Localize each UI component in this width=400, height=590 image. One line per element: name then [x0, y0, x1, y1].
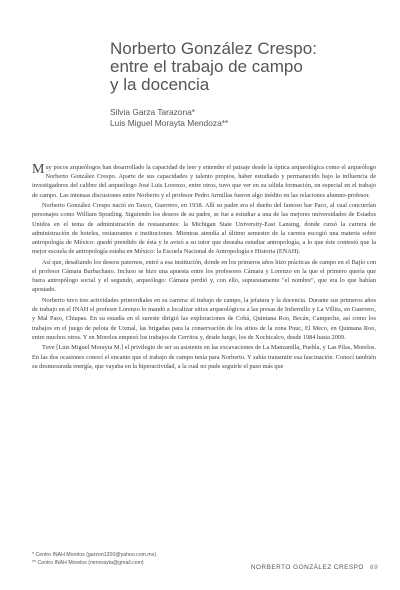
paragraph-5: Tuve [Luis Miguel Morayta M.] el privilegio de ser su asistente en las excavaciones de La Manzanilla, Puebla, y Las Pilas, Morelos. En las dos ocasiones conocí el encanto que el trabajo de campo tenía para Norberto. Y sabía transmitir esa fascinación. Conocí también su desmesurada energía, que vayaba en la hiperactividad, a la cual no pude seguirle el paso más que — [32, 344, 376, 370]
author-1: Silvia Garza Tarazona* — [110, 107, 196, 117]
footnote-2: ** Centro INAH Morelos (mmorayta@gmail.com) — [32, 560, 144, 566]
author-list — [110, 107, 390, 129]
author-2: Luis Miguel Morayta Mendoza** — [110, 118, 229, 128]
footnotes — [32, 551, 282, 567]
page-number: 69 — [369, 564, 378, 571]
paragraph-3: Así que, desafiando los deseos paternos, entró a esa institución, donde en los primeros años hizo prácticas de campo en el Bajío con el profesor Cámara Barbachano. Incluso se hizo una apuesta entre los profesores Cámara y Lorenzo en la que el primero quería que fuera antropólogo social y el segundo, arqueólogo: Cámara perdió y, con ello, supuestamente "el nombre", que era lo que habían apostado. — [32, 258, 376, 294]
paragraph-1 — [32, 163, 376, 200]
article-body — [32, 163, 376, 372]
title-line-2: entre el trabajo de campo — [110, 57, 303, 76]
drop-cap: M — [32, 162, 45, 177]
title-line-1: Norberto González Crespo: — [110, 39, 317, 58]
paragraph-4: Norberto tuvo tres actividades primordiales en su carrera: el trabajo de campo, la jefatura y la docencia. Durante sus primeros años de trabajo en el INAH el profesor Lorenzo lo mandó a localizar sitios arqueológicos a las presas de Infiernillo y La Villita, en Guerrero, y Mal Paso, Chiapas. En su estadía en el sureste dirigió las exploraciones de Cobá, Quintana Roo, Becán, Campeche, así como los trabajos en el juego de pelota de Uxmal, las brigadas para la conservación de los sitios de la zona Puuc, El Meco, en Quintana Roo, entre muchos otros. Y en Morelos empezó los trabajos de Cerritos y, desde luego, los de Xochicalco, desde 1984 hasta 2009. — [32, 297, 376, 341]
paragraph-2: Norberto González Crespo nació en Taxco, Guerrero, en 1938. Allí su padre era el dueño del famoso bar Paco, al cual concurrían personajes como William Spratling. Siguiendo los deseos de su padre, se fue a estudiar a una de las mejores universidades de Estados Unidos en el tema de administración de restaurantes: la Michigan State University-East Lansing, donde cursó la carrera de administración de hoteles, restaurantes e instituciones. Mientras atendía al último semestre de la carrera escogió una materia sobre antropología de México: quedó prendido de ésta y le avisó a su tutor que deseaba estudiar antropología, a lo que éste contestó que la mejor escuela de antropología estaba en México: la Escuela Nacional de Antropología e Historia (ENAH). — [32, 202, 376, 256]
paragraph-1-text: uy pocos arqueólogos han desarrollado la capacidad de leer y entender el paisaje desde la óptica arqueológica como el arqueólogo Norberto González Crespo. Aparte de sus capacidades y talento propios, haber estudiado y permanecido bajo la influencia de investigadores del calibre del arqueólogo José Luis Lorenzo, entre otros, tuvo que ver en su sólida formación, en especial en el trabajo de campo. Las intensas discusiones entre Norberto y el profesor Pedro Armillas fueron algo inédito en las relaciones alumno-profesor. — [32, 164, 376, 199]
running-title: NORBERTO GONZÁLEZ CRESPO — [250, 564, 364, 571]
page-footer — [251, 564, 378, 571]
title-line-3: y la docencia — [110, 75, 210, 94]
footnote-1: * Centro INAH Morelos (garzon1200@yahoo.com.mx) — [32, 552, 157, 558]
article-title — [110, 40, 390, 94]
